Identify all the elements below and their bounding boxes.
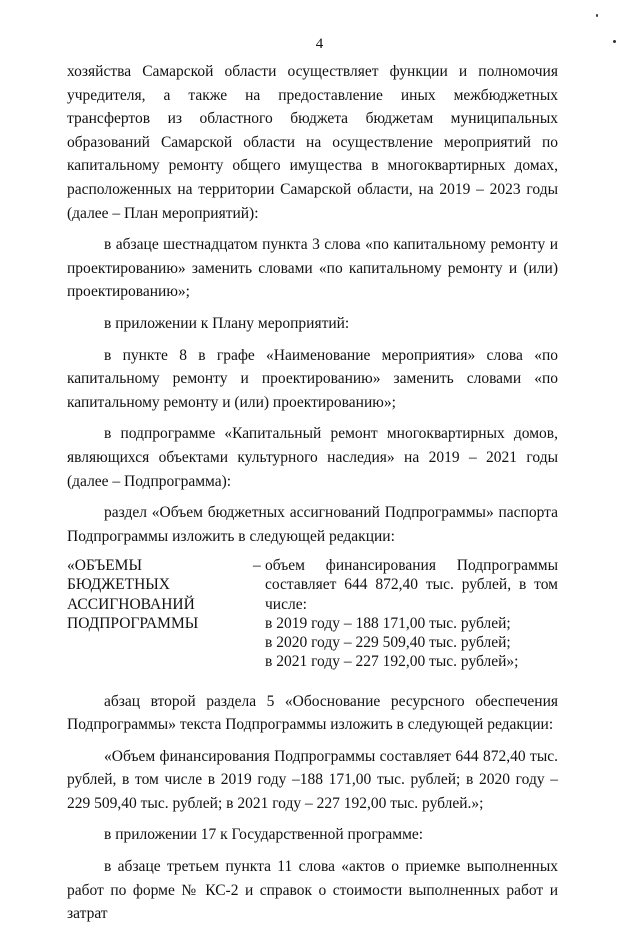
paragraph-10: в абзаце третьем пункта 11 слова «актов о приемке выполненных работ по форме № КС-2 и справок о стоимости выполненных работ и затрат	[67, 858, 558, 923]
scan-speck	[613, 40, 616, 43]
paragraph-6: раздел «Объем бюджетных ассигнований Подпрограммы» паспорта Подпрограммы изложить в следующей редакции:	[67, 504, 558, 545]
passport-table-value	[265, 556, 558, 671]
paragraph-5: в подпрограмме «Капитальный ремонт многоквартирных домов, являющихся объектами культурного наследия» на 2019 – 2021 годы (далее – Подпрограмма):	[67, 425, 558, 490]
passport-table-label	[67, 556, 253, 671]
page-number: 4	[315, 36, 324, 52]
funding-year-line: в 2021 году – 227 192,00 тыс. рублей»;	[265, 653, 519, 671]
label-line: ПОДПРОГРАММЫ	[67, 614, 199, 632]
passport-table-dash: –	[253, 557, 261, 575]
passport-table	[67, 556, 558, 671]
paragraph-2: в абзаце шестнадцатом пункта 3 слова «по капитальному ремонту и проектированию» заменить словами «по капитальному ремонту и (или) проектированию»;	[67, 236, 558, 301]
paragraph-3: в приложении к Плану мероприятий:	[104, 314, 350, 332]
paragraph-8: «Объем финансирования Подпрограммы составляет 644 872,40 тыс. рублей, в том числе в 2019 году –188 171,00 тыс. рублей; в 2020 году – 229 509,40 тыс. рублей; в 2021 году – 227 192,00 тыс. рублей.»;	[67, 747, 558, 812]
label-line: «ОБЪЕМЫ	[67, 557, 142, 575]
label-line: БЮДЖЕТНЫХ	[67, 576, 170, 594]
funding-intro: объем финансирования Подпрограммы составляет 644 872,40 тыс. рублей, в том числе:	[265, 557, 558, 613]
paragraph-4: в пункте 8 в графе «Наименование мероприятия» слова «по капитальному ремонту и проектированию» заменить словами «по капитальному ремонту и (или) проектированию»;	[67, 346, 558, 411]
scan-speck	[596, 14, 598, 17]
funding-year-line: в 2020 году – 229 509,40 тыс. рублей;	[265, 634, 511, 652]
label-line: АССИГНОВАНИЙ	[67, 595, 195, 613]
funding-year-line: в 2019 году – 188 171,00 тыс. рублей;	[265, 614, 511, 632]
paragraph-9: в приложении 17 к Государственной программе:	[104, 826, 424, 844]
paragraph-1: хозяйства Самарской области осуществляет функции и полномочия учредителя, а также на предоставление иных межбюджетных трансфертов из областного бюджета бюджетам муниципальных образований Самарской области на осуществление мероприятий по капитальному ремонту общего имущества в многоквартирных домах, расположенных на территории Самарской области, на 2019 – 2023 годы (далее – План мероприятий):	[67, 63, 558, 222]
document-body	[67, 60, 558, 926]
paragraph-7: абзац второй раздела 5 «Обоснование ресурсного обеспечения Подпрограммы» текста Подпрограммы изложить в следующей редакции:	[67, 692, 558, 734]
